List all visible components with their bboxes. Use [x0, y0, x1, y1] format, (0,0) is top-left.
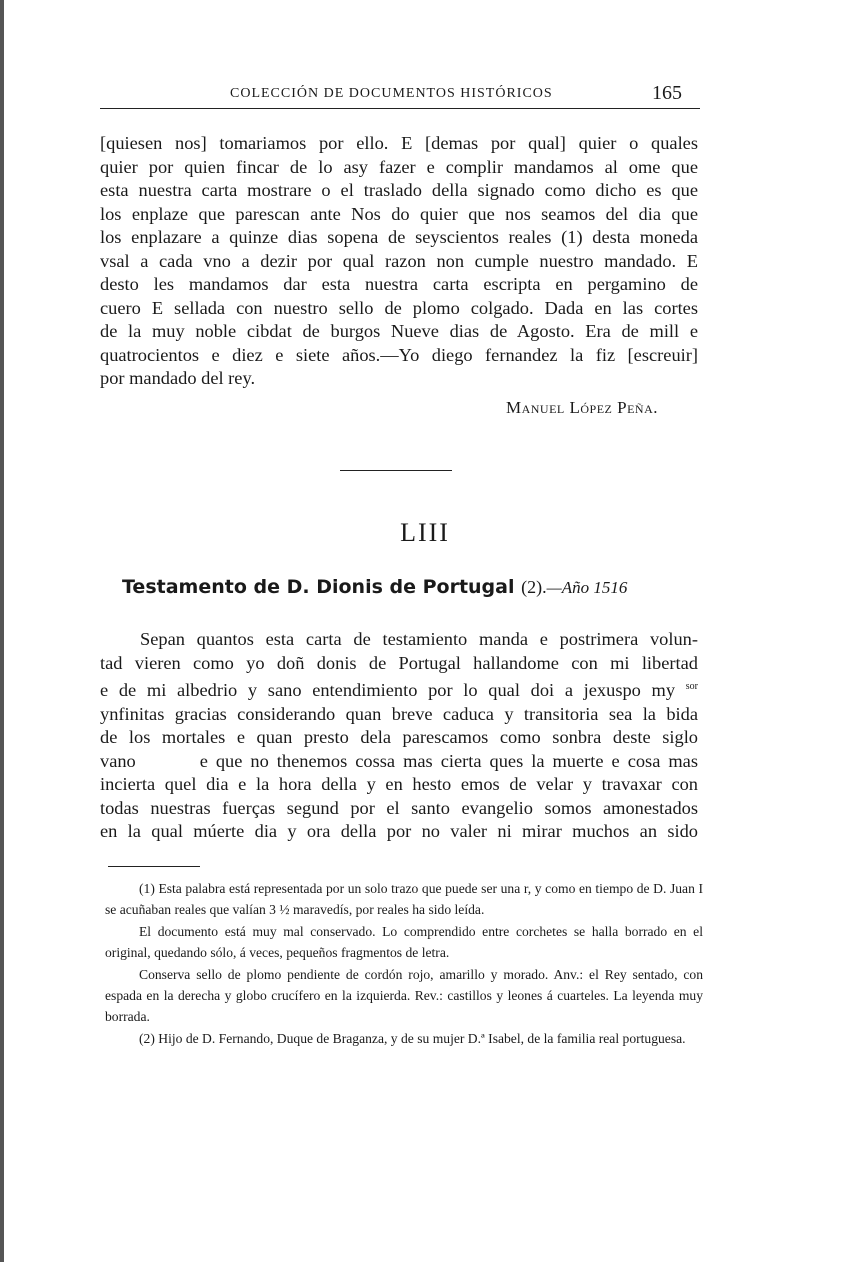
text-line: tad vieren como yo doñ donis de Portugal hallandome con mi libertad [100, 652, 698, 673]
superscript-abbrev: sor [685, 681, 698, 692]
running-title: COLECCIÓN DE DOCUMENTOS HISTÓRICOS [230, 86, 553, 101]
signature: Manuel López Peña. [505, 398, 658, 417]
text-line: todas nuestras fuerças segund por el santo evangelio somos amonestados [100, 797, 698, 818]
text-line: esta nuestra carta mostrare o el traslado della signado como dicho es que [100, 180, 698, 200]
text-line: vano e que no thenemos cossa mas cierta ques la muerte e cosa mas [100, 750, 698, 771]
text-line: ynfinitas gracias considerando quan breve caduca y transitoria sea la bida [100, 703, 698, 724]
text-line: vsal a cada vno a dezir por qual razon non cumple nuestro mandado. E [100, 250, 698, 271]
footnote: El documento está muy mal conservado. Lo comprendido entre corchetes se halla borrado en el original, quedando sólo, á veces, pequeños fragmentos de letra. [105, 923, 703, 961]
text-line: Sepan quantos esta carta de testamiento manda e postrimera volun- [140, 629, 698, 649]
text-line: los enplaze que parescan ante Nos do quier que nos seamos del dia que [100, 203, 698, 224]
document-year: —Año 1516 [546, 578, 628, 597]
text-line: por mandado del rey. [100, 368, 256, 388]
text-line: en la qual múerte dia y ora della por no valer ni mirar muchos an sido [100, 821, 698, 842]
page-number: 165 [652, 82, 682, 104]
document-number: LIII [400, 518, 450, 547]
document-title-line [122, 576, 627, 598]
page-header [100, 82, 700, 109]
footnotes [105, 878, 703, 1049]
text-line: desto les mandamos dar esta nuestra carta escripta en pergamino de [100, 274, 698, 294]
footnote: (1) Esta palabra está representada por un solo trazo que puede ser una r, y como en tiempo de D. Juan I se acuñaban reales que valían 3 ½ maravedís, por reales ha sido leída. [105, 881, 703, 918]
text-line [100, 675, 698, 703]
page-edge [0, 0, 4, 1262]
footnote-ref: (2). [521, 577, 547, 597]
text-line: de los mortales e quan presto dela parescamos como sonbra deste siglo [100, 727, 698, 748]
text-line: cuero E sellada con nuestro sello de plomo colgado. Dada en las cortes [100, 297, 698, 318]
text-line: [quiesen nos] tomariamos por ello. E [demas por qual] quier o quales [100, 133, 698, 153]
text-line: de la muy noble cibdat de burgos Nueve dias de Agosto. Era de mill e [100, 321, 698, 341]
text-line: incierta quel dia e la hora della y en hesto emos de velar y travaxar con [100, 774, 698, 795]
footnote: (2) Hijo de D. Fernando, Duque de Braganza, y de su mujer D.ª Isabel, de la familia real portuguesa. [139, 1030, 686, 1046]
text-line: los enplazare a quinze dias sopena de seyscientos reales (1) desta moneda [100, 227, 698, 247]
continued-text [100, 132, 698, 391]
text-line: quier por quien fincar de lo asy fazer e complir mandamos al ome que [100, 156, 698, 177]
text-line: quatrocientos e diez e siete años.—Yo diego fernandez la fiz [escreuir] [100, 344, 698, 365]
document-title: Testamento de D. Dionis de Portugal [122, 576, 515, 598]
section-divider [340, 470, 452, 471]
footnote-divider [108, 866, 200, 867]
document-text [100, 628, 698, 844]
text-line-body: e de mi albedrio y sano entendimiento por lo qual doi a jexuspo my [100, 680, 676, 701]
footnote: Conserva sello de plomo pendiente de cordón rojo, amarillo y morado. Anv.: el Rey sentado, con espada en la derecha y globo crucífero en la izquierda. Rev.: castillos y leones á cuarteles. La leyenda muy borrada. [105, 966, 703, 1025]
